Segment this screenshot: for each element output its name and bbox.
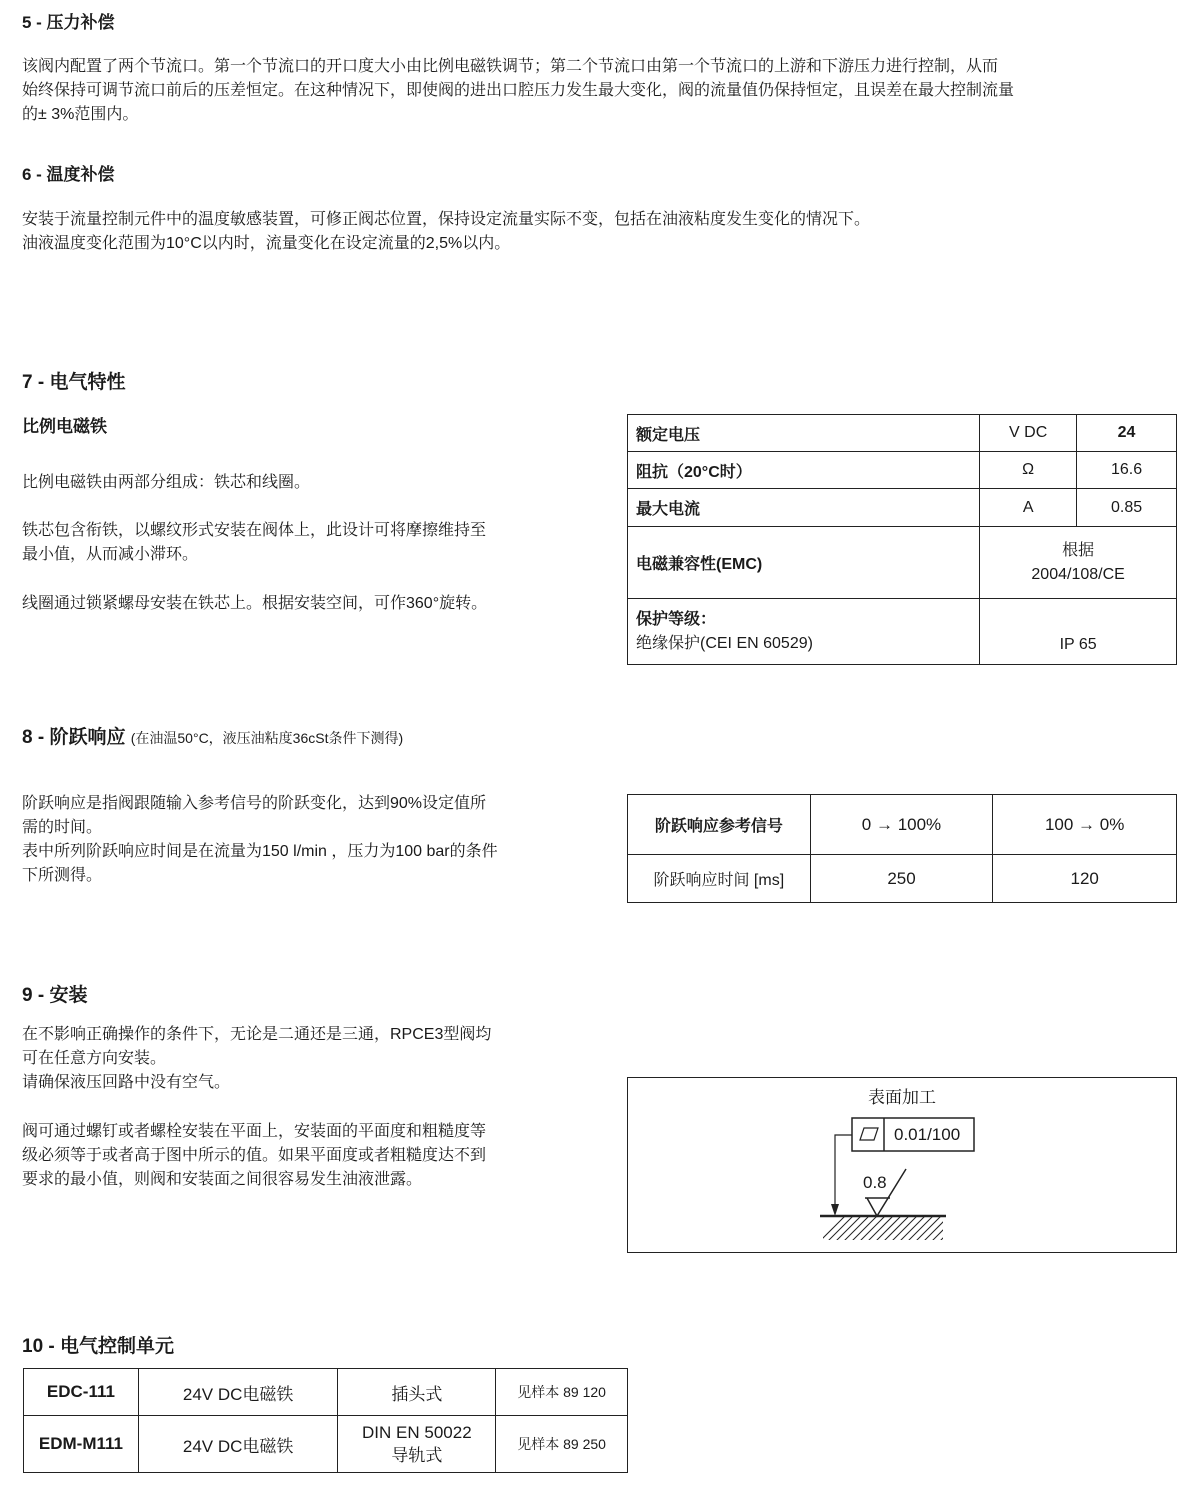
spec-unit: Ω <box>980 452 1077 489</box>
section-7-p2 <box>22 519 486 567</box>
spec-value <box>980 527 1177 599</box>
format-line: DIN EN 50022 <box>362 1423 472 1442</box>
spec-value: 16.6 <box>1077 452 1177 489</box>
table-row <box>628 599 1177 665</box>
section-8-line: 下所测得。 <box>22 867 103 884</box>
section-9-line: 请确保液压回路中没有空气。 <box>22 1074 231 1091</box>
catalogue-cell: 见样本 89 120 <box>496 1369 628 1416</box>
spec-unit: V DC <box>980 415 1077 452</box>
table-row <box>628 452 1177 489</box>
section-8-body <box>22 792 498 888</box>
spec-label: 额定电压 <box>628 415 980 452</box>
section-9-line: 在不影响正确操作的条件下，无论是二通还是三通，RPCE3型阀均 <box>22 1026 492 1043</box>
spec-label: 阻抗（20°C时） <box>628 452 980 489</box>
table-header-cell: 100 → 0% <box>993 795 1177 855</box>
flatness-symbol-icon <box>860 1128 878 1140</box>
section-9-line: 级必须等于或者高于图中所示的值。如果平面度或者粗糙度达不到 <box>22 1147 487 1164</box>
section-8-line: 需的时间。 <box>22 819 103 836</box>
section-7-p2-line: 铁芯包含衔铁，以螺纹形式安装在阀体上，此设计可将摩擦维持至 <box>22 522 487 539</box>
section-7-p1: 比例电磁铁由两部分组成：铁芯和线圈。 <box>22 474 311 491</box>
section-8-title <box>22 722 403 749</box>
section-5-body <box>22 55 1014 127</box>
section-7-title: 7 - 电气特性 <box>22 372 126 393</box>
table-row <box>628 415 1177 452</box>
table-cell: 120 <box>993 855 1177 903</box>
table-row <box>24 1369 628 1416</box>
spec-value-line: 2004/108/CE <box>1031 565 1125 583</box>
spec-label: 最大电流 <box>628 489 980 527</box>
section-8-condition-note: (在油温50°C，液压油粘度36cSt条件下测得) <box>130 730 404 746</box>
section-6-line: 油液温度变化范围为10°C以内时，流量变化在设定流量的2,5%以内。 <box>22 235 511 252</box>
format-cell: 插头式 <box>338 1369 496 1416</box>
flatness-value: 0.01/100 <box>894 1125 961 1144</box>
section-5-line: 始终保持可调节流口前后的压差恒定。在这种情况下，即使阀的进出口腔压力发生最大变化，阀的流量值仍保持恒定，且误差在最大控制流量 <box>22 82 1015 99</box>
section-10-title: 10 - 电气控制单元 <box>22 1336 175 1357</box>
table-header-cell: 阶跃响应参考信号 <box>628 795 811 855</box>
section-6-title: 6 - 温度补偿 <box>22 165 115 184</box>
leader-line <box>835 1135 852 1206</box>
spec-label-line: 绝缘保护(CEI EN 60529) <box>636 634 813 652</box>
section-9-body-1 <box>22 1023 491 1095</box>
leader-arrow-icon <box>831 1204 839 1216</box>
control-unit-table <box>23 1368 628 1473</box>
section-5-line: 的± 3%范围内。 <box>22 106 139 123</box>
section-9-title: 9 - 安装 <box>22 985 88 1006</box>
table-cell: 250 <box>810 855 993 903</box>
section-7-p2-line: 最小值，从而减小滞环。 <box>22 546 199 563</box>
step-response-table <box>627 794 1177 903</box>
section-5-line: 该阀内配置了两个节流口。第一个节流口的开口度大小由比例电磁铁调节；第二个节流口由第一个节流口的上游和下游压力进行控制，从而 <box>22 58 999 75</box>
spec-value: IP 65 <box>980 599 1177 665</box>
spec-label-line: 保护等级： <box>636 610 717 628</box>
surface-hatch <box>815 1216 965 1246</box>
model-cell: EDM-M111 <box>24 1416 139 1473</box>
spec-value-line: 根据 <box>1062 541 1095 559</box>
section-8-line: 阶跃响应是指阀跟随输入参考信号的阶跃变化，达到90%设定值所 <box>22 795 487 812</box>
spec-value: 24 <box>1077 415 1177 452</box>
catalogue-cell: 见样本 89 250 <box>496 1416 628 1473</box>
section-8-line: 表中所列阶跃响应时间是在流量为150 l/min ，压力为100 bar的条件 <box>22 843 498 860</box>
surface-finish-figure <box>627 1077 1177 1253</box>
roughness-value: 0.8 <box>863 1173 887 1192</box>
solenoid-cell: 24V DC电磁铁 <box>138 1416 338 1473</box>
solenoid-cell: 24V DC电磁铁 <box>138 1369 338 1416</box>
section-6-line: 安装于流量控制元件中的温度敏感装置，可修正阀芯位置，保持设定流量实际不变，包括在油液粘度发生变化的情况下。 <box>22 211 871 228</box>
section-7-p3: 线圈通过锁紧螺母安装在铁芯上。根据安装空间，可作360°旋转。 <box>22 595 488 612</box>
format-cell <box>338 1416 496 1473</box>
surface-finish-diagram <box>628 1078 1176 1252</box>
section-6-body <box>22 208 870 256</box>
section-9-line: 要求的最小值，则阀和安装面之间很容易发生油液泄露。 <box>22 1171 423 1188</box>
section-9-line: 阀可通过螺钉或者螺栓安装在平面上，安装面的平面度和粗糙度等 <box>22 1123 487 1140</box>
table-row <box>628 489 1177 527</box>
table-row <box>628 795 1177 855</box>
section-5-title: 5 - 压力补偿 <box>22 13 115 32</box>
section-9-line: 可在任意方向安装。 <box>22 1050 167 1067</box>
spec-label: 电磁兼容性(EMC) <box>628 527 980 599</box>
section-7-subtitle: 比例电磁铁 <box>22 417 107 436</box>
spec-unit: A <box>980 489 1077 527</box>
figure-title: 表面加工 <box>868 1088 936 1107</box>
spec-label <box>628 599 980 665</box>
table-header-cell: 0 → 100% <box>810 795 993 855</box>
table-row <box>24 1416 628 1473</box>
table-cell: 阶跃响应时间 [ms] <box>628 855 811 903</box>
solenoid-spec-table <box>627 414 1177 665</box>
table-row <box>628 527 1177 599</box>
spec-value: 0.85 <box>1077 489 1177 527</box>
table-row <box>628 855 1177 903</box>
model-cell: EDC-111 <box>24 1369 139 1416</box>
section-9-body-2 <box>22 1120 486 1192</box>
format-line: 导轨式 <box>391 1446 443 1465</box>
section-8-title-text: 8 - 阶跃响应 <box>22 727 126 748</box>
